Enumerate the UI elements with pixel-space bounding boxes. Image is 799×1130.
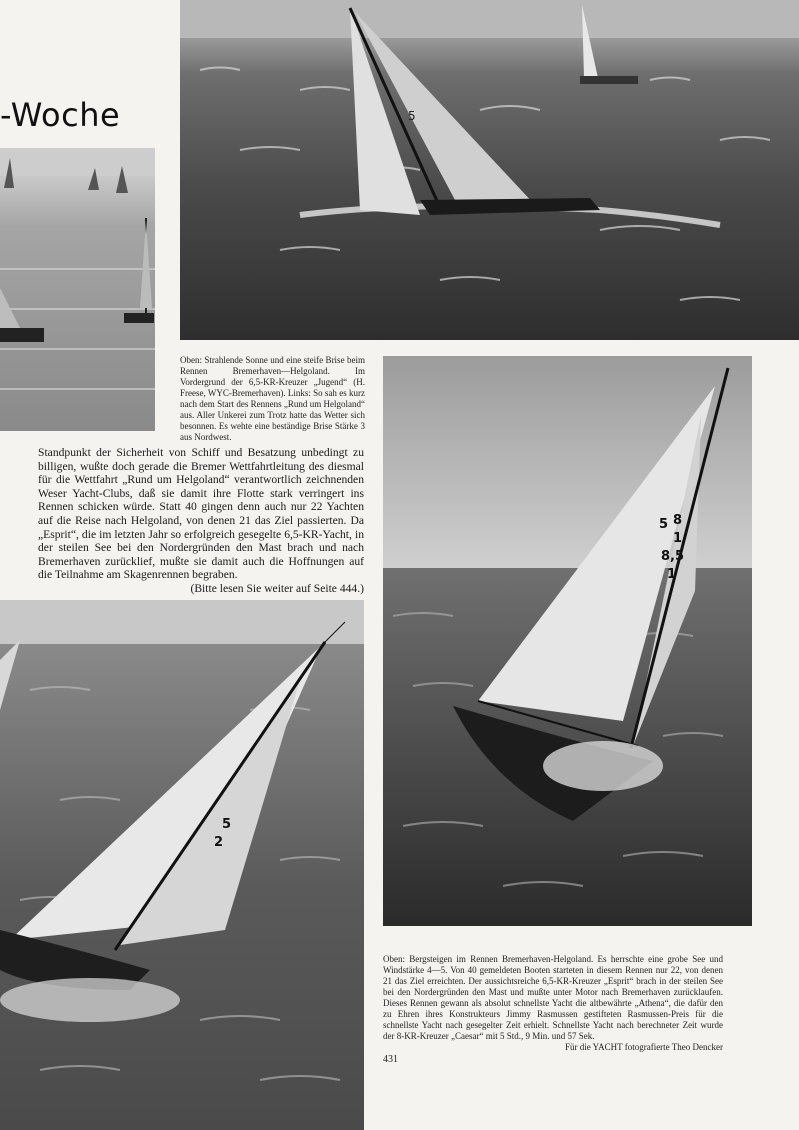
photo-yacht-climbing-wave xyxy=(383,356,752,926)
photo-credit: Für die YACHT fotografierte Theo Dencker xyxy=(564,1042,723,1052)
photo-harbor-start-graphic xyxy=(0,148,155,431)
photo-harbor-start xyxy=(0,148,155,431)
photo-yacht-big-sails-graphic xyxy=(0,600,364,1130)
page-number: 431 xyxy=(383,1054,398,1065)
photo-yacht-rough-sea-graphic xyxy=(180,0,799,340)
sail-number-1-top: 1 xyxy=(673,531,683,546)
caption-top-text: Oben: Strahlende Sonne und eine steife Brise beim Rennen Bremerhaven—Helgoland. Im Vordergrund der 6,5-KR-Kreuzer „Jugend“ (H. Freese, WYC-Bremerhaven). Links: So sah es kurz nach dem Start des Rennens „Rund um Helgoland“ aus. Aller Unkerei zum Trotz hatte das Wetter sich besonnen. Es wehte eine beständige Brise Stärke 3 aus Nordwest. xyxy=(180,355,365,442)
caption-bottom-text: Oben: Bergsteigen im Rennen Bremerhaven-Helgoland. Es herrschte eine grobe See und Windstärke 4—5. Von 40 gemeldeten Booten starteten in diesem Rennen nur 22, von denen 21 das Ziel erreichten. Der aussichtsreiche 6,5-KR-Kreuzer „Esprit“ brach in der steilen See bei den Nordergründen den Mast und mußte unter Motor nach Bremerhaven zurücklaufen. Dieses Rennen gewann als absolut schnellste Yacht die altbewährte „Athena“, die dafür den zu Ehren ihres Konstrukteurs Jimmy Rasmussen gestifteten Rasmussen-Preis für die schnellste Yacht nach gesegelter Zeit erhielt. Schnellste Yacht nach berechneter Zeit wurde der 8-KR-Kreuzer „Caesar“ mit 5 Std., 9 Min. und 57 Sek. xyxy=(383,954,723,1041)
article-continuation xyxy=(38,582,364,596)
continuation-note: (Bitte lesen Sie weiter auf Seite 444.) xyxy=(190,581,364,595)
sail-number-2-bottom: 2 xyxy=(214,835,224,850)
caption-bottom xyxy=(383,954,723,1053)
article-body-main: Standpunkt der Sicherheit von Schiff und Besatzung unbedingt zu billigen, wußte doch gerade die Bremer Wettfahrtleitung des diesmal für die Wettfahrt „Rund um Helgoland“ verantwortlich zeichnenden Weser Yacht-Clubs, daß sie damit ihre Flotte stark verringert ins Rennen schicken würde. Statt 40 gingen denn auch nur 22 Yachten auf die Reise nach Helgoland, von denen 21 das Ziel passierten. Da „Esprit“, die im letzten Jahr so erfolgreich gesegelte 6,5-KR-Yacht, in der steilen See bei den Nordergründen den Mast brach und nach Bremerhaven zurücklief, mußte sie damit auch die Hoffnungen auf die Teilnahme am Skagenrennen begraben. xyxy=(38,446,364,582)
article-body xyxy=(38,446,364,596)
photo-yacht-climbing-wave-graphic xyxy=(383,356,752,926)
sail-number-1-bottom: 1 xyxy=(667,567,677,582)
headline: -Woche xyxy=(0,96,121,134)
sail-number-8: 8 xyxy=(673,513,683,528)
photo-yacht-rough-sea xyxy=(180,0,799,340)
photo-yacht-big-sails xyxy=(0,600,364,1130)
caption-top xyxy=(180,355,365,443)
sail-number-5: 5 xyxy=(659,517,669,532)
sail-number-5-bottom: 5 xyxy=(222,817,232,832)
sail-number-top-right: 5 xyxy=(408,109,416,123)
sail-number-8-5: 8,5 xyxy=(661,549,685,564)
